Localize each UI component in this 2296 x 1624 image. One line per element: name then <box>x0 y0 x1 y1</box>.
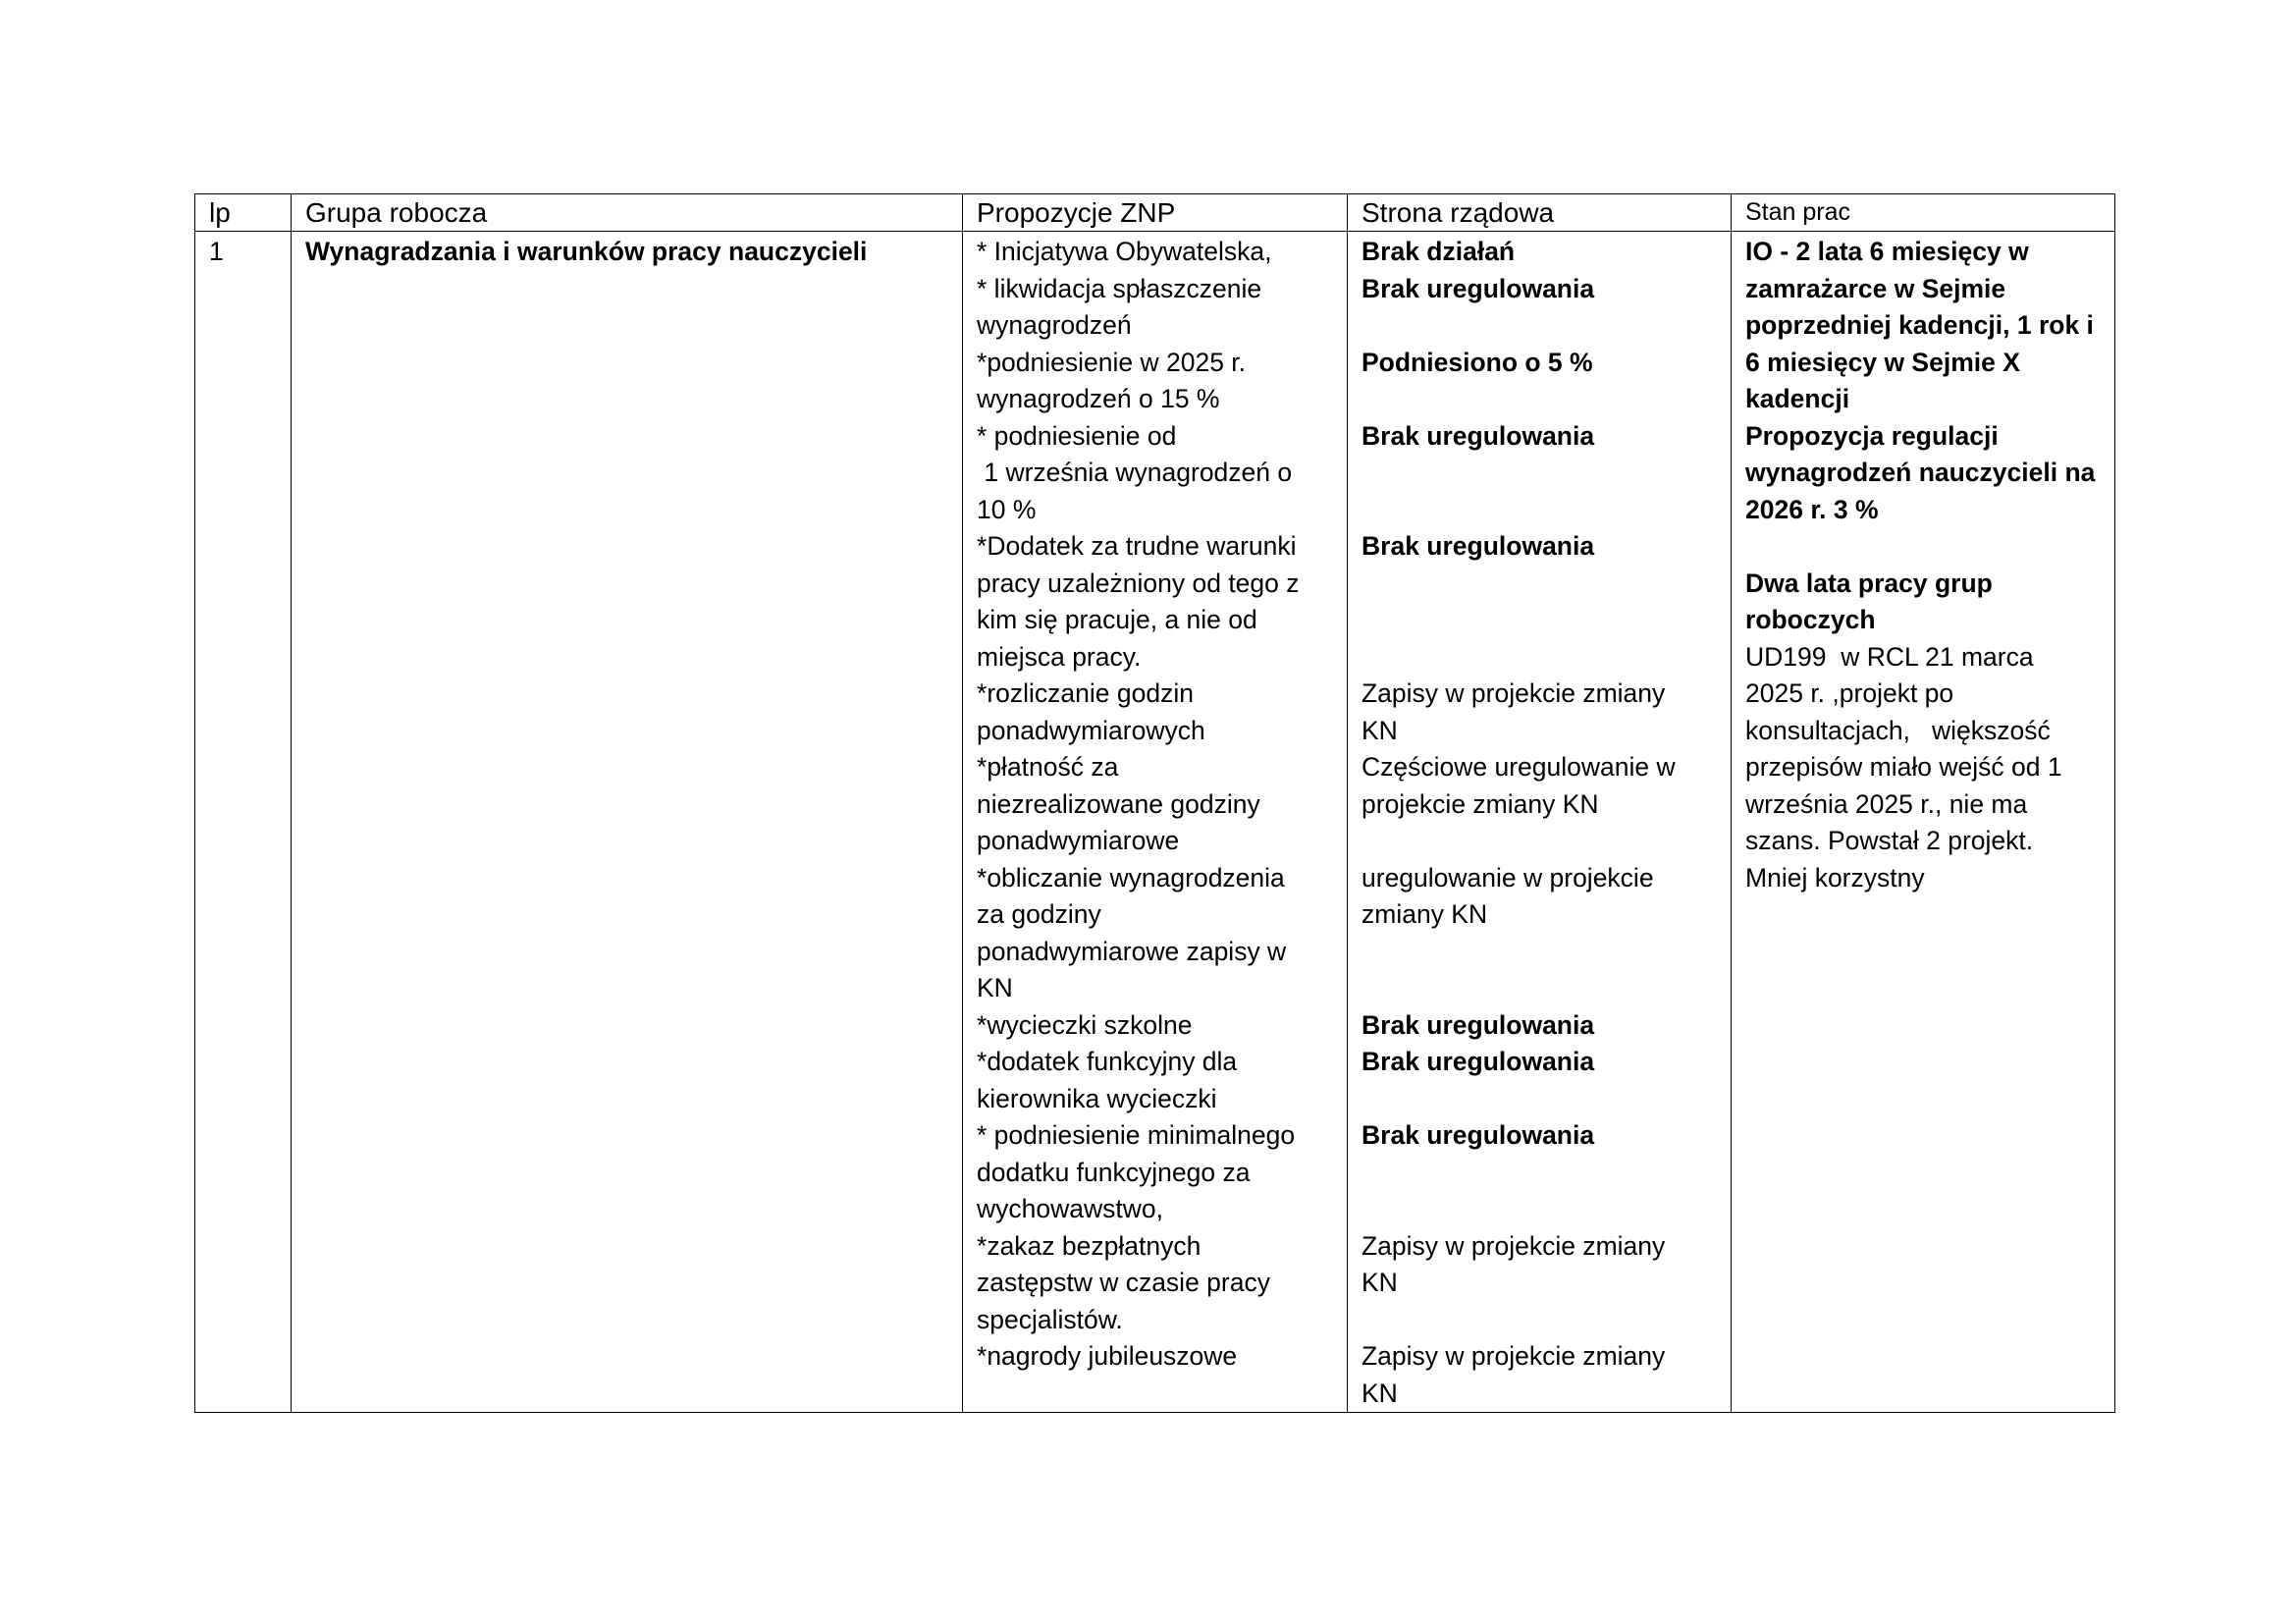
strona-rzadowa-line: KN <box>1362 1378 1398 1408</box>
header-strona-rzadowa: Strona rządowa <box>1348 194 1732 232</box>
work-groups-table <box>194 193 2115 1413</box>
stan-prac-line: Propozycja regulacji <box>1745 420 1999 451</box>
propozycje-line: ponadwymiarowe <box>977 826 1180 855</box>
propozycje-line: * Inicjatywa Obywatelska, <box>977 237 1272 266</box>
strona-rzadowa-line <box>1362 934 1717 971</box>
header-propozycje-znp: Propozycje ZNP <box>963 194 1348 232</box>
propozycje-line: kim się pracuje, a nie od <box>977 605 1257 634</box>
stan-prac-line: IO - 2 lata 6 miesięcy w <box>1745 237 2029 266</box>
propozycje-line: *podniesienie w 2025 r. <box>977 347 1247 377</box>
propozycje-line: ponadwymiarowych <box>977 715 1205 745</box>
stan-prac-line: wynagrodzeń nauczycieli na <box>1745 458 2096 487</box>
table-row <box>195 232 2115 1413</box>
propozycje-line: KN <box>977 973 1013 1002</box>
propozycje-line: *zakaz bezpłatnych <box>977 1230 1201 1261</box>
lp-value: 1 <box>209 237 224 266</box>
stan-prac-line: zamrażarce w Sejmie <box>1745 273 2006 303</box>
cell-lp <box>195 232 292 1413</box>
strona-rzadowa-line <box>1362 455 1717 492</box>
propozycje-line: wynagrodzeń <box>977 310 1132 340</box>
strona-rzadowa-line <box>1362 1191 1717 1228</box>
propozycje-line: zastępstw w czasie pracy <box>977 1268 1270 1297</box>
propozycje-line: *Dodatek za trudne warunki <box>977 531 1297 561</box>
strona-rzadowa-line <box>1362 970 1717 1007</box>
stan-prac-line: kadencji <box>1745 384 1850 413</box>
propozycje-line: niezrealizowane godziny <box>977 788 1260 819</box>
propozycje-line: *dodatek funkcyjny dla <box>977 1047 1238 1076</box>
propozycje-line: *nagrody jubileuszowe <box>977 1341 1238 1371</box>
strona-rzadowa-line: uregulowanie w projekcie <box>1362 862 1654 893</box>
propozycje-line: wynagrodzeń o 15 % <box>977 384 1220 413</box>
strona-rzadowa-line <box>1362 639 1717 677</box>
header-grupa-robocza: Grupa robocza <box>292 194 963 232</box>
stan-prac-line: Mniej korzystny <box>1745 862 1925 893</box>
propozycje-line: dodatku funkcyjnego za <box>977 1157 1251 1187</box>
cell-propozycje-znp <box>963 232 1348 1413</box>
stan-prac-line: 2025 r. ,projekt po <box>1745 678 1954 708</box>
propozycje-line: *płatność za <box>977 752 1119 782</box>
strona-rzadowa-line <box>1362 307 1717 345</box>
propozycje-line: *obliczanie wynagrodzenia <box>977 862 1285 893</box>
strona-rzadowa-line: KN <box>1362 715 1398 745</box>
strona-rzadowa-line: Brak uregulowania <box>1362 1047 1595 1076</box>
stan-prac-line: Dwa lata pracy grup <box>1745 568 1993 598</box>
strona-rzadowa-line <box>1362 1302 1717 1339</box>
strona-rzadowa-line <box>1362 566 1717 603</box>
propozycje-line: *rozliczanie godzin <box>977 678 1194 708</box>
propozycje-line: pracy uzależniony od tego z <box>977 568 1300 598</box>
propozycje-line: specjalistów. <box>977 1304 1123 1334</box>
table-header-row <box>195 194 2115 232</box>
strona-rzadowa-line <box>1362 1155 1717 1192</box>
propozycje-line: 10 % <box>977 494 1037 524</box>
stan-prac-line: 2026 r. 3 % <box>1745 494 1879 524</box>
propozycje-line: wychowawstwo, <box>977 1194 1163 1223</box>
cell-stan-prac <box>1732 232 2115 1413</box>
strona-rzadowa-line <box>1362 492 1717 529</box>
strona-rzadowa-line <box>1362 602 1717 639</box>
propozycje-line: * likwidacja spłaszczenie <box>977 273 1262 303</box>
propozycje-line: kierownika wycieczki <box>977 1083 1217 1113</box>
strona-rzadowa-line: Zapisy w projekcie zmiany <box>1362 678 1666 708</box>
stan-prac-line: września 2025 r., nie ma <box>1745 788 2028 819</box>
strona-rzadowa-line <box>1362 1081 1717 1118</box>
strona-rzadowa-line: Brak uregulowania <box>1362 273 1595 303</box>
strona-rzadowa-line: Brak uregulowania <box>1362 1009 1595 1040</box>
strona-rzadowa-line: Brak uregulowania <box>1362 1120 1595 1150</box>
strona-rzadowa-line: Zapisy w projekcie zmiany <box>1362 1341 1666 1371</box>
strona-rzadowa-line <box>1362 823 1717 860</box>
strona-rzadowa-line: Częściowe uregulowanie w <box>1362 752 1676 782</box>
header-stan-prac: Stan prac <box>1732 194 2115 232</box>
group-name: Wynagradzania i warunków pracy nauczycieli <box>305 237 868 266</box>
propozycje-line: *wycieczki szkolne <box>977 1009 1193 1040</box>
header-lp: lp <box>195 194 292 232</box>
strona-rzadowa-line: Brak uregulowania <box>1362 531 1595 561</box>
strona-rzadowa-line: Zapisy w projekcie zmiany <box>1362 1230 1666 1261</box>
propozycje-line: 1 września wynagrodzeń o <box>977 458 1293 487</box>
strona-rzadowa-line: projekcie zmiany KN <box>1362 788 1599 819</box>
propozycje-line: * podniesienie minimalnego <box>977 1120 1296 1150</box>
strona-rzadowa-line <box>1362 381 1717 418</box>
propozycje-line: miejsca pracy. <box>977 641 1142 672</box>
strona-rzadowa-line: KN <box>1362 1268 1398 1297</box>
propozycje-line: ponadwymiarowe zapisy w <box>977 936 1287 966</box>
stan-prac-line: szans. Powstał 2 projekt. <box>1745 826 2034 855</box>
propozycje-line: za godziny <box>977 899 1101 929</box>
propozycje-line: * podniesienie od <box>977 420 1177 451</box>
stan-prac-line: roboczych <box>1745 605 1876 634</box>
stan-prac-line: UD199 w RCL 21 marca <box>1745 641 2034 672</box>
strona-rzadowa-line: Podniesiono o 5 % <box>1362 347 1593 377</box>
stan-prac-line: przepisów miało wejść od 1 <box>1745 752 2062 782</box>
cell-grupa-robocza <box>292 232 963 1413</box>
strona-rzadowa-line: Brak działań <box>1362 237 1516 266</box>
stan-prac-line: poprzedniej kadencji, 1 rok i <box>1745 310 2094 340</box>
cell-strona-rzadowa <box>1348 232 1732 1413</box>
stan-prac-line: 6 miesięcy w Sejmie X <box>1745 347 2020 377</box>
stan-prac-line: konsultacjach, większość <box>1745 715 2051 745</box>
stan-prac-line <box>1745 528 2101 566</box>
strona-rzadowa-line: zmiany KN <box>1362 899 1488 929</box>
strona-rzadowa-line: Brak uregulowania <box>1362 420 1595 451</box>
